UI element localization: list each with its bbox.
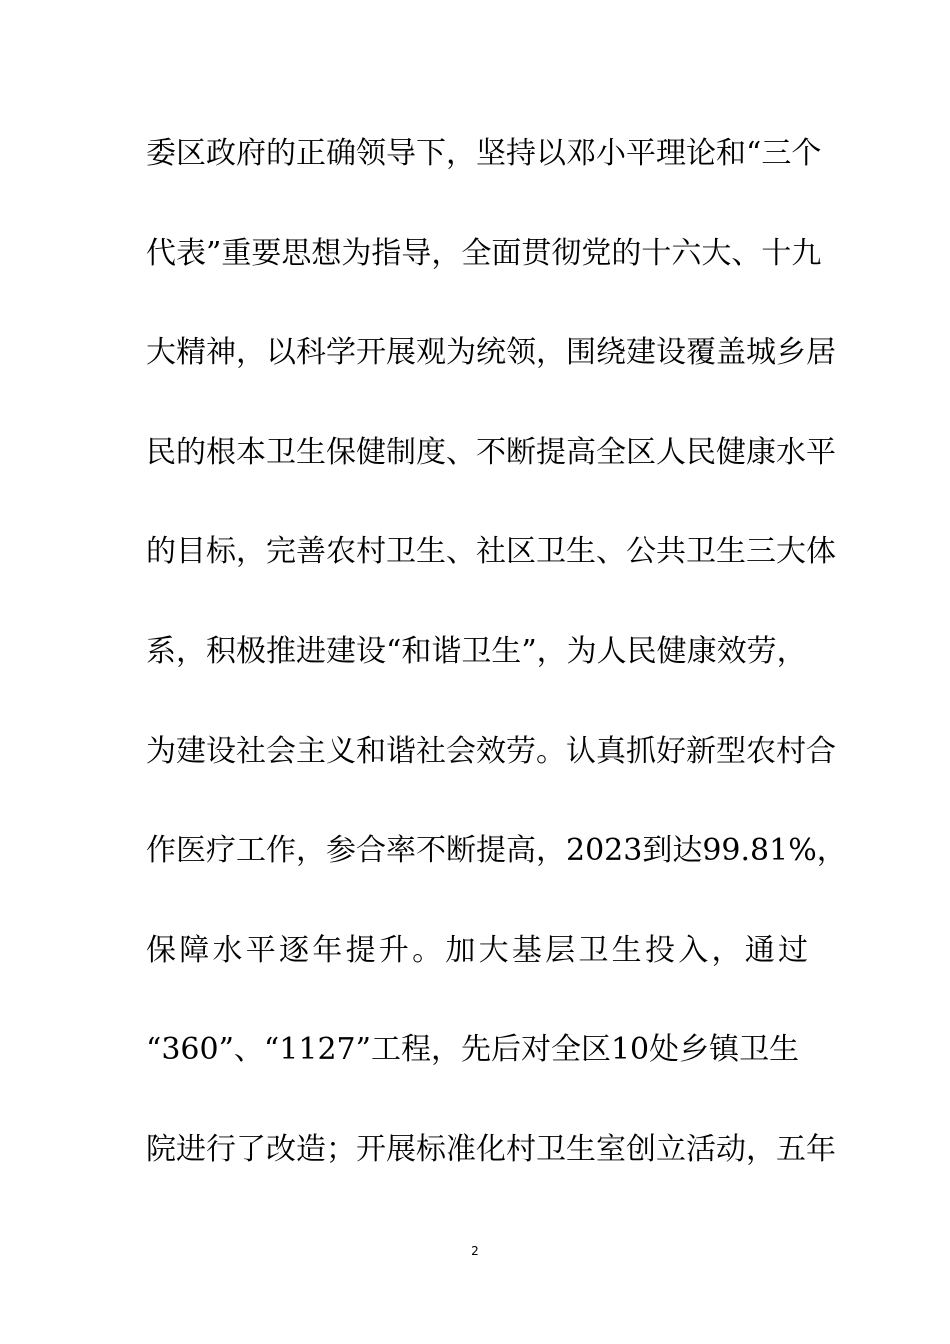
text-line-5: 的目标，完善农村卫生、社区卫生、公共卫生三大体 bbox=[146, 534, 836, 570]
text-line-6: 系，积极推进建设“和谐卫生”，为人民健康效劳， bbox=[146, 633, 807, 669]
text-line-1: 委区政府的正确领导下，坚持以邓小平理论和“三个 bbox=[146, 136, 822, 171]
text-line-10: “360”、“1127”工程，先后对全区10处乡镇卫生 bbox=[146, 1032, 800, 1068]
text-line-3: 大精神，以科学开展观为统领，围绕建设覆盖城乡居 bbox=[146, 335, 836, 371]
text-line-4: 民的根本卫生保健制度、不断提高全区人民健康水平 bbox=[146, 434, 836, 470]
text-line-7: 为建设社会主义和谐社会效劳。认真抓好新型农村合 bbox=[146, 733, 836, 769]
text-line-8: 作医疗工作，参合率不断提高，2023到达99.81%， bbox=[146, 833, 847, 869]
body-text bbox=[146, 124, 847, 1220]
page-number: 2 bbox=[471, 1244, 479, 1258]
text-line-9: 保障水平逐年提升。加大基层卫生投入，通过 bbox=[146, 932, 808, 968]
text-line-11: 院进行了改造；开展标准化村卫生室创立活动，五年 bbox=[146, 1131, 836, 1167]
text-line-2: 代表”重要思想为指导，全面贯彻党的十六大、十九 bbox=[146, 235, 822, 271]
